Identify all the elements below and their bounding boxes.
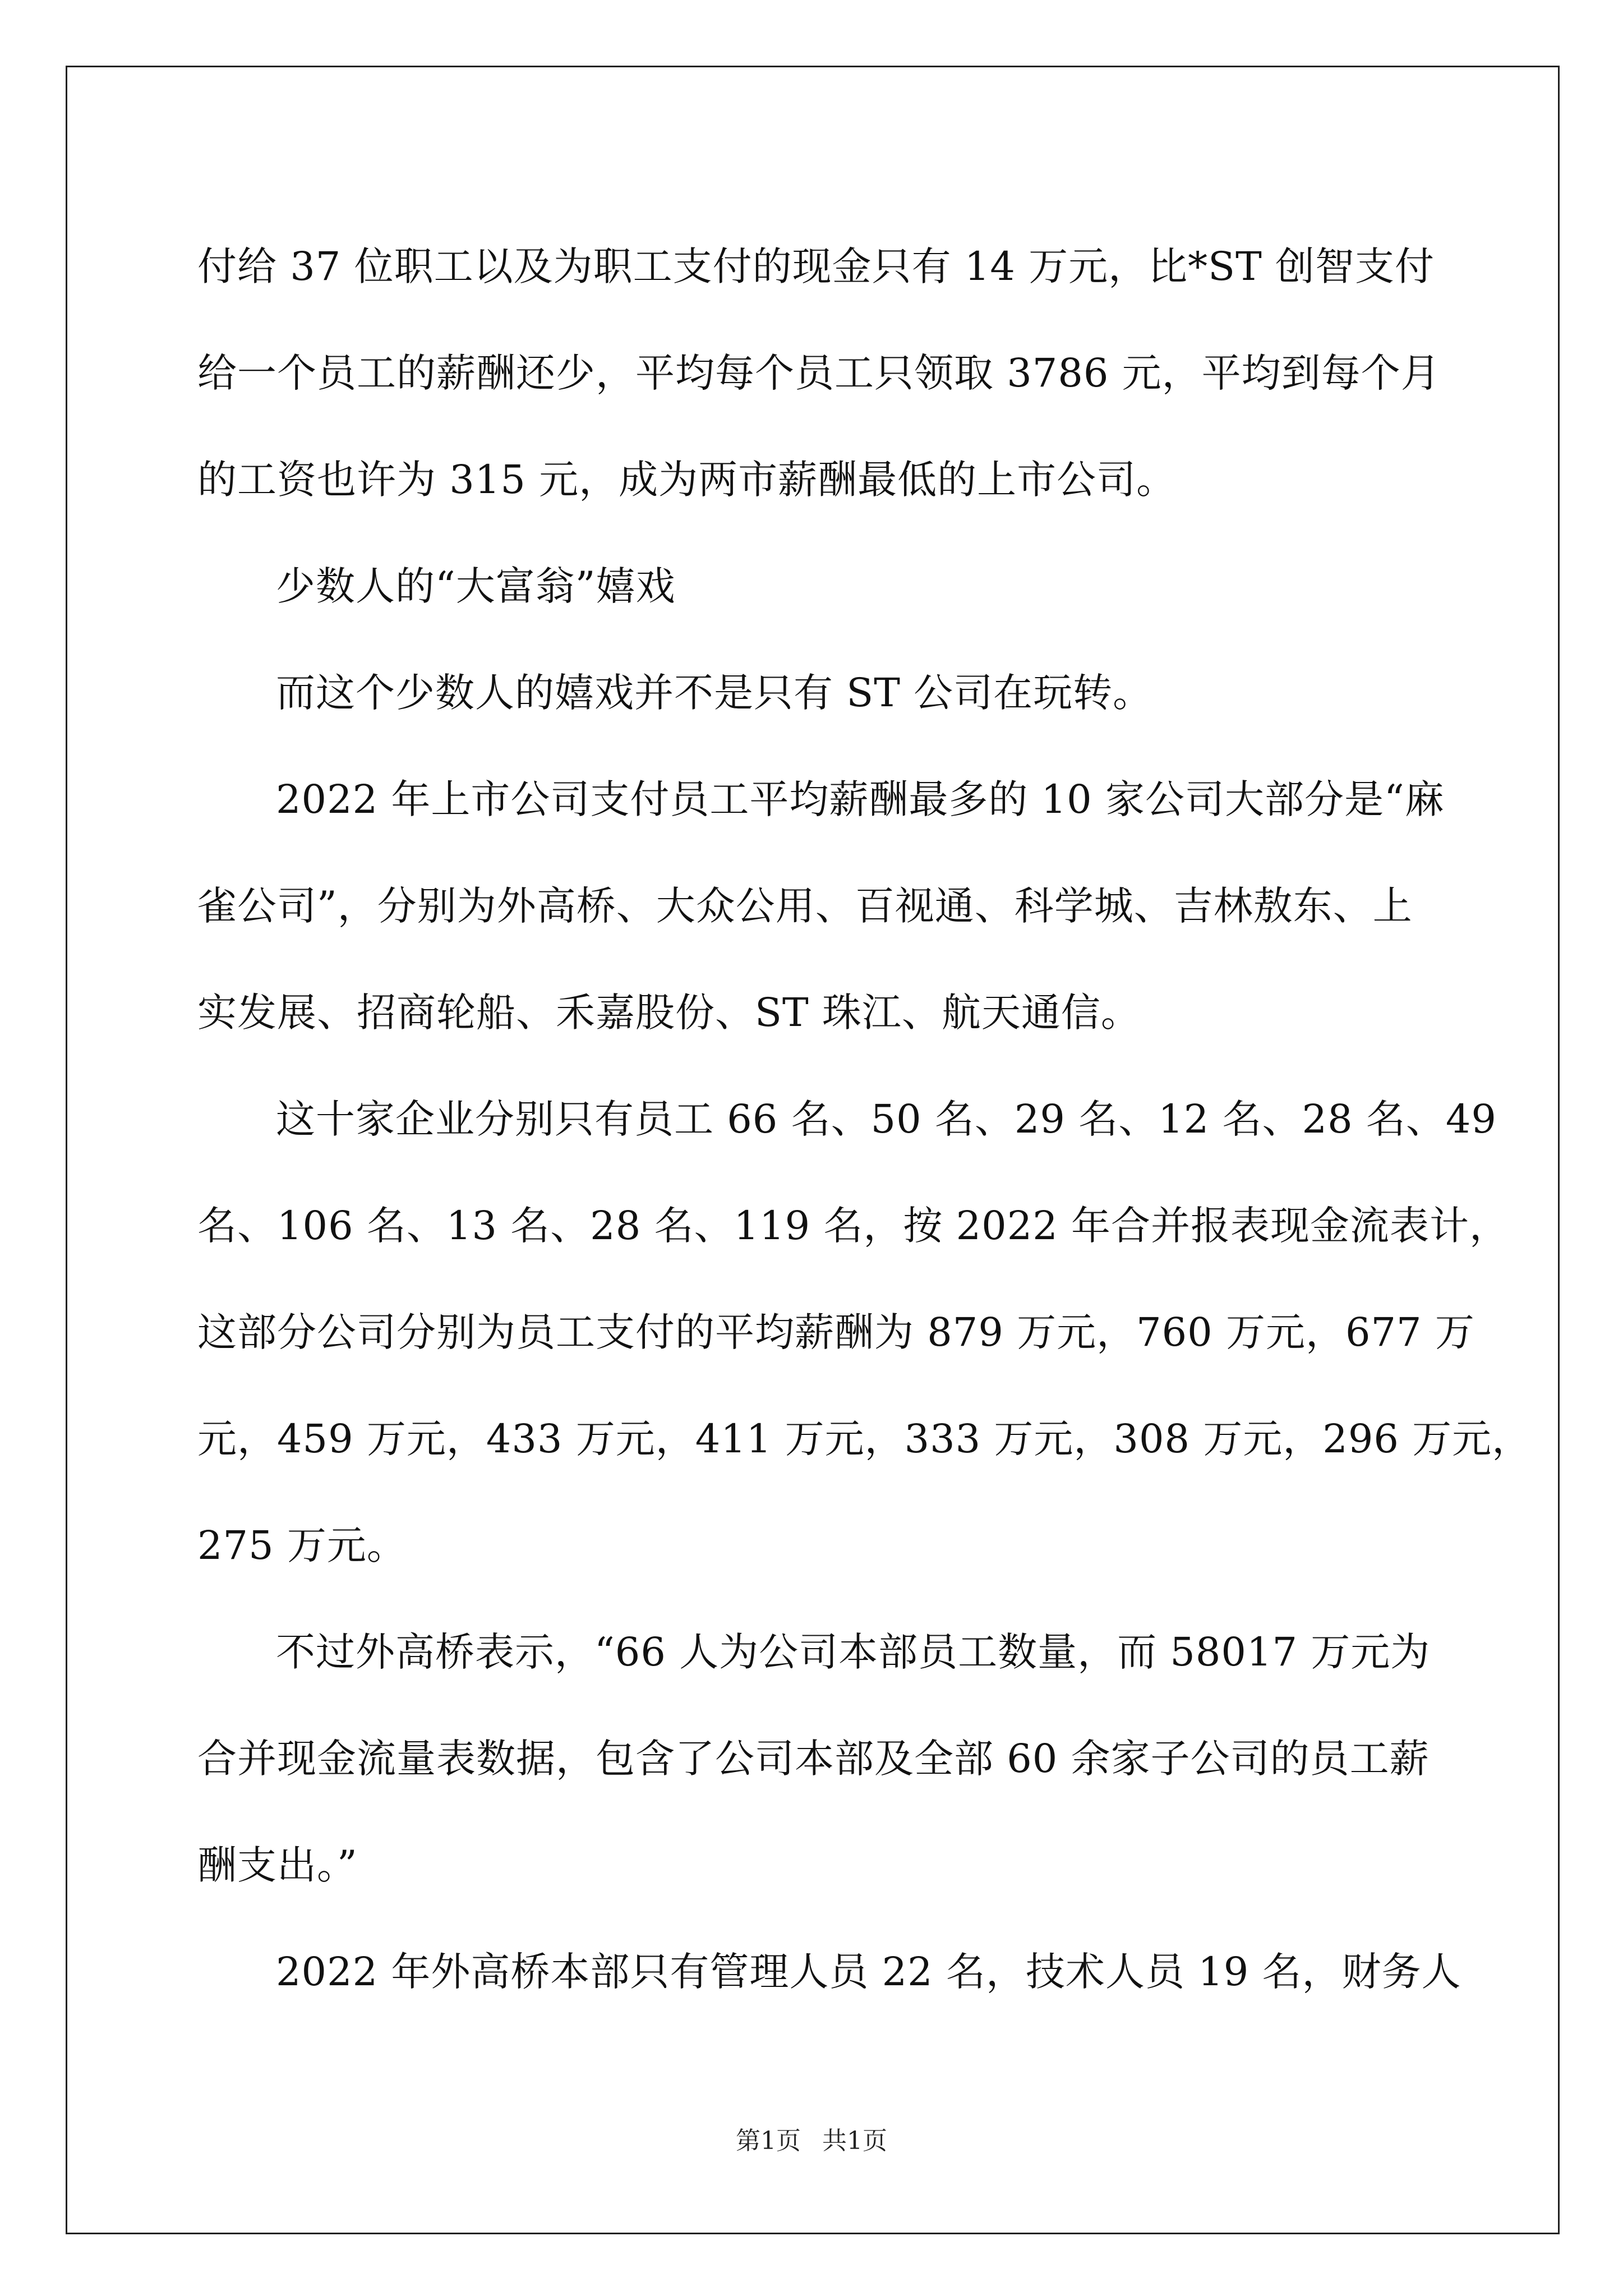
text-line: 给一个员工的薪酬还少，平均每个员工只领取 3786 元，平均到每个月: [197, 350, 1441, 396]
page-number: 第1页: [736, 2127, 801, 2155]
paragraph: [197, 1918, 1470, 2025]
text-line: 雀公司”，分别为外高桥、大众公用、百视通、科学城、吉林敖东、上: [197, 883, 1413, 929]
text-line: 酬支出。”: [197, 1842, 358, 1888]
document-body: [197, 213, 1532, 2025]
page-total: 共1页: [822, 2127, 887, 2155]
paragraph: [197, 213, 1470, 533]
paragraph-continued: [197, 853, 1470, 1066]
text-line: 的工资也许为 315 元，成为两市薪酬最低的上市公司。: [197, 457, 1177, 503]
text-line: 合并现金流量表数据，包含了公司本部及全部 60 余家子公司的员工薪: [197, 1736, 1430, 1782]
text-line: 2022 年外高桥本部只有管理人员 22 名，技术人员 19 名，财务人: [276, 1949, 1461, 1995]
text-line: 2022 年上市公司支付员工平均薪酬最多的 10 家公司大部分是“麻: [276, 776, 1445, 822]
text-line: 付给 37 位职工以及为职工支付的现金只有 14 万元，比*ST 创智支付: [197, 243, 1435, 289]
paragraph-continued: [197, 1705, 1470, 1918]
paragraph-continued: [197, 1172, 1532, 1599]
paragraph: [197, 1066, 1497, 1172]
paragraph: [197, 1599, 1470, 1705]
section-heading: [197, 533, 1470, 639]
paragraph: [197, 639, 1470, 746]
text-line: 不过外高桥表示，“66 人为公司本部员工数量，而 58017 万元为: [276, 1629, 1431, 1675]
text-line: 而这个少数人的嬉戏并不是只有 ST 公司在玩转。: [276, 670, 1153, 716]
text-line: 275 万元。: [197, 1522, 407, 1568]
text-line: 这十家企业分别只有员工 66 名、50 名、29 名、12 名、28 名、49: [276, 1096, 1497, 1142]
text-line: 实发展、招商轮船、禾嘉股份、ST 珠江、航天通信。: [197, 990, 1141, 1036]
text-line: 名、106 名、13 名、28 名、119 名，按 2022 年合并报表现金流表计，: [197, 1203, 1510, 1249]
text-line: 这部分公司分别为员工支付的平均薪酬为 879 万元，760 万元，677 万: [197, 1309, 1475, 1355]
page-footer: [0, 2120, 1623, 2156]
text-line: 元，459 万元，433 万元，411 万元，333 万元，308 万元，296 万元，: [197, 1416, 1532, 1462]
paragraph: [197, 746, 1470, 853]
text-line: 少数人的“大富翁”嬉戏: [276, 563, 676, 609]
